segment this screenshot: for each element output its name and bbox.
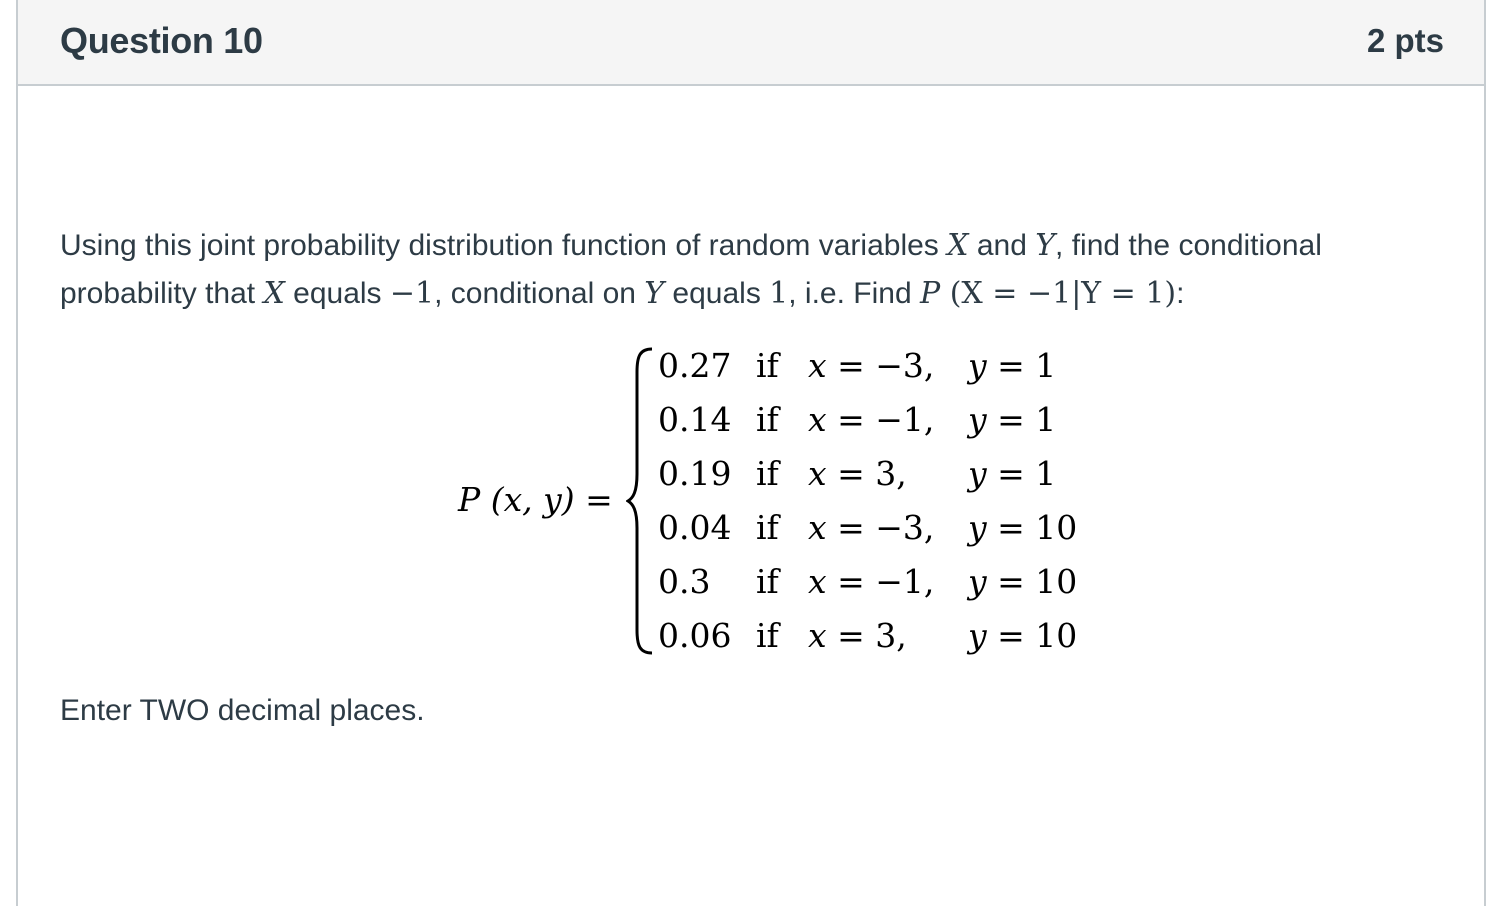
pmf-row-y: y = 1 — [968, 454, 1057, 493]
instruction-text: Enter TWO decimal places. — [60, 694, 425, 727]
text-segment: equals — [664, 277, 770, 310]
math-var-x: X — [263, 276, 285, 311]
text-segment: , i.e. Find — [788, 277, 920, 310]
pmf-row-value: 0.06 — [658, 616, 732, 655]
math-value: −1 — [389, 276, 435, 311]
question-title: Question 10 — [60, 20, 263, 61]
math-value: 1 — [769, 276, 789, 311]
pmf-row-condition: if — [756, 562, 779, 601]
pmf-row-condition: if — [756, 346, 779, 385]
pmf-row-y: y = 10 — [968, 508, 1078, 547]
math-expression: (X = −1|Y = 1) — [940, 276, 1177, 311]
text-segment: , find the conditional — [1055, 229, 1322, 262]
pmf-row-x: x = 3, — [808, 454, 907, 493]
pmf-row-x: x = −1, — [808, 562, 935, 601]
pmf-row-x: x = −3, — [808, 508, 935, 547]
text-segment: , conditional on — [434, 277, 645, 310]
pmf-row-x: x = −3, — [808, 346, 935, 385]
text-segment: and — [968, 229, 1036, 262]
question-text-line-2 — [60, 270, 1460, 318]
question-points: 2 pts — [1366, 22, 1444, 59]
pmf-row-condition: if — [756, 400, 779, 439]
left-brace-icon — [626, 346, 656, 656]
pmf-row-x: x = −1, — [808, 400, 935, 439]
pmf-row-y: y = 1 — [968, 400, 1057, 439]
question-text — [60, 222, 1460, 318]
pmf-row-y: y = 10 — [968, 616, 1078, 655]
text-segment: probability that — [60, 277, 264, 310]
text-segment: equals — [284, 277, 390, 310]
question-header — [18, 0, 1484, 86]
pmf-row-condition: if — [756, 454, 779, 493]
pmf-row-y: y = 1 — [968, 346, 1057, 385]
math-var-y: Y — [644, 276, 665, 311]
question-text-line-1 — [60, 222, 1460, 270]
pmf-lhs: P (x, y) = — [458, 480, 613, 519]
pmf-row-value: 0.3 — [658, 562, 711, 601]
math-var-y: Y — [1035, 228, 1056, 263]
pmf-row-value: 0.19 — [658, 454, 732, 493]
question-card — [16, 0, 1486, 906]
math-var-p: P — [919, 276, 941, 311]
pmf-row-condition: if — [756, 508, 779, 547]
pmf-equation — [458, 340, 1098, 660]
text-segment: : — [1176, 277, 1185, 310]
pmf-row-x: x = 3, — [808, 616, 907, 655]
pmf-row-value: 0.14 — [658, 400, 732, 439]
pmf-row-condition: if — [756, 616, 779, 655]
math-var-x: X — [947, 228, 969, 263]
text-segment: Using this joint probability distribution function of random variables — [60, 229, 948, 262]
pmf-row-value: 0.27 — [658, 346, 732, 385]
pmf-row-y: y = 10 — [968, 562, 1078, 601]
pmf-row-value: 0.04 — [658, 508, 732, 547]
